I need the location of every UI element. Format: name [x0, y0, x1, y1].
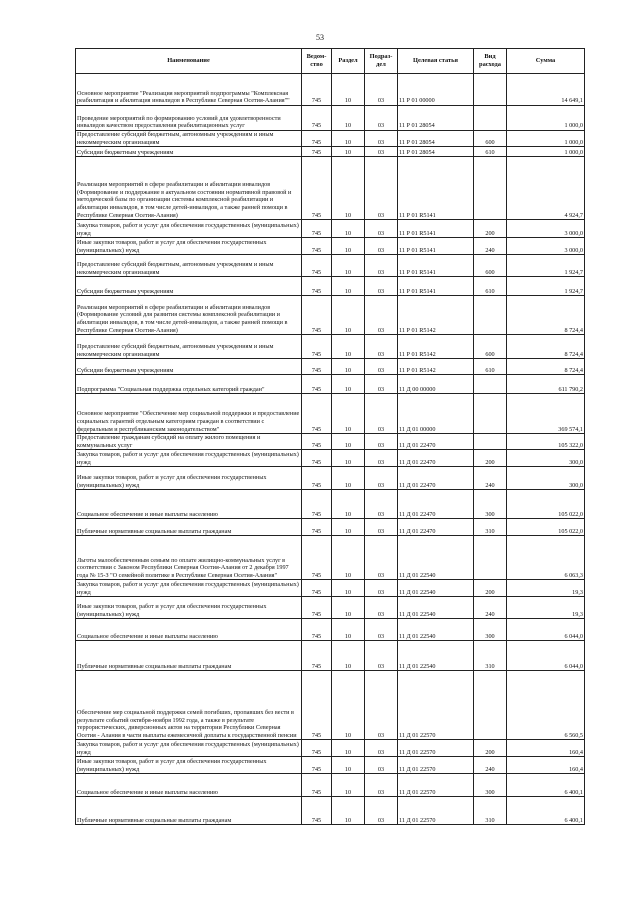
row-tselevaya-statya: 11 Д 01 22570 [398, 797, 474, 825]
row-podrazdel: 03 [365, 434, 398, 450]
row-vedomstvo: 745 [302, 797, 332, 825]
row-podrazdel: 03 [365, 619, 398, 641]
row-razdel: 10 [332, 147, 365, 157]
row-summa: 4 924,7 [507, 157, 585, 220]
row-tselevaya-statya: 11 Р 01 R5141 [398, 255, 474, 277]
row-name: Предоставление субсидий бюджетным, автономным учреждениям и иным некоммерческим организациям [76, 131, 302, 147]
table-row [76, 619, 585, 641]
row-vid-raskhoda: 600 [474, 131, 507, 147]
row-summa: 105 322,0 [507, 434, 585, 450]
row-vedomstvo: 745 [302, 580, 332, 597]
row-tselevaya-statya: 11 Р 01 28054 [398, 131, 474, 147]
row-vid-raskhoda: 600 [474, 335, 507, 359]
row-tselevaya-statya: 11 Д 01 22470 [398, 490, 474, 519]
row-vedomstvo: 745 [302, 467, 332, 490]
row-vedomstvo: 745 [302, 641, 332, 671]
row-summa: 1 000,0 [507, 106, 585, 131]
row-vid-raskhoda [474, 394, 507, 434]
table-row [76, 671, 585, 740]
row-tselevaya-statya: 11 Д 01 22540 [398, 641, 474, 671]
row-name: Иные закупки товаров, работ и услуг для обеспечения государственных (муниципальных) нужд [76, 238, 302, 255]
row-name: Социальное обеспечение и иные выплаты населению [76, 490, 302, 519]
row-tselevaya-statya: 11 Р 01 28054 [398, 106, 474, 131]
row-podrazdel: 03 [365, 641, 398, 671]
table-row [76, 467, 585, 490]
row-vedomstvo: 745 [302, 671, 332, 740]
row-tselevaya-statya: 11 Д 01 22470 [398, 467, 474, 490]
row-razdel: 10 [332, 641, 365, 671]
row-name: Обеспечение мер социальной поддержки семей погибших, пропавших без вести в результате событий октября-ноября 1992 года, а также в результате террористических, диверсионных актов на территории Республики Северная Осетия - Алания в части выплаты ежемесячной доплаты к государственной пенсии [76, 671, 302, 740]
row-razdel: 10 [332, 580, 365, 597]
row-name: Реализация мероприятий в сфере реабилитации и абилитации инвалидов (Формирование и поддержание в актуальном состоянии нормативной правовой и методической базы по организации системы комплексной реабилитации и абилитации инвалидов, в том числе детей-инвалидов, а также ранней помощи в Республике Северная Осетия-Алания) [76, 157, 302, 220]
row-tselevaya-statya: 11 Д 01 22540 [398, 619, 474, 641]
header-podrazdel: Подраз-дел [365, 49, 398, 74]
row-vid-raskhoda: 310 [474, 797, 507, 825]
row-podrazdel: 03 [365, 394, 398, 434]
row-summa: 6 400,1 [507, 797, 585, 825]
row-summa: 6 400,1 [507, 774, 585, 797]
row-razdel: 10 [332, 359, 365, 375]
row-tselevaya-statya: 11 Д 01 22540 [398, 580, 474, 597]
row-tselevaya-statya: 11 Р 01 R5142 [398, 359, 474, 375]
row-summa: 611 790,2 [507, 375, 585, 394]
row-name: Публичные нормативные социальные выплаты гражданам [76, 641, 302, 671]
row-podrazdel: 03 [365, 255, 398, 277]
row-name: Закупка товаров, работ и услуг для обеспечения государственных (муниципальных) нужд [76, 740, 302, 757]
row-vid-raskhoda: 310 [474, 519, 507, 536]
row-podrazdel: 03 [365, 106, 398, 131]
table-body [76, 74, 585, 825]
row-summa: 6 560,5 [507, 671, 585, 740]
row-vedomstvo: 745 [302, 220, 332, 238]
row-tselevaya-statya: 11 Д 01 22470 [398, 450, 474, 467]
row-podrazdel: 03 [365, 238, 398, 255]
row-summa: 160,4 [507, 740, 585, 757]
table-row [76, 335, 585, 359]
row-vid-raskhoda [474, 671, 507, 740]
row-podrazdel: 03 [365, 467, 398, 490]
row-podrazdel: 03 [365, 536, 398, 580]
row-razdel: 10 [332, 394, 365, 434]
row-vedomstvo: 745 [302, 296, 332, 335]
row-name: Льготы малообеспеченным семьям по оплате жилищно-коммунальных услуг в соответствии с Законом Республики Северная Осетия-Алания от 2 декабря 1997 года № 15-З "О семейной политике в Республике Северная Осетия-Алания" [76, 536, 302, 580]
row-vid-raskhoda: 310 [474, 641, 507, 671]
row-tselevaya-statya: 11 Р 01 R5142 [398, 296, 474, 335]
row-vid-raskhoda: 200 [474, 740, 507, 757]
row-razdel: 10 [332, 335, 365, 359]
row-vid-raskhoda: 300 [474, 619, 507, 641]
row-tselevaya-statya: 11 Р 01 00000 [398, 74, 474, 106]
row-summa: 369 574,1 [507, 394, 585, 434]
row-name: Иные закупки товаров, работ и услуг для обеспечения государственных (муниципальных) нужд [76, 597, 302, 619]
row-name: Социальное обеспечение и иные выплаты населению [76, 619, 302, 641]
row-vid-raskhoda: 300 [474, 774, 507, 797]
row-summa: 6 044,0 [507, 619, 585, 641]
row-name: Иные закупки товаров, работ и услуг для обеспечения государственных (муниципальных) нужд [76, 757, 302, 774]
table-row [76, 536, 585, 580]
table-row [76, 220, 585, 238]
row-summa: 14 649,1 [507, 74, 585, 106]
table-row [76, 450, 585, 467]
row-vedomstvo: 745 [302, 157, 332, 220]
row-vid-raskhoda: 610 [474, 359, 507, 375]
row-name: Иные закупки товаров, работ и услуг для обеспечения государственных (муниципальных) нужд [76, 467, 302, 490]
row-tselevaya-statya: 11 Д 01 22470 [398, 434, 474, 450]
row-name: Подпрограмма "Социальная поддержка отдельных категорий граждан" [76, 375, 302, 394]
row-name: Предоставление гражданам субсидий на оплату жилого помещения и коммунальных услуг [76, 434, 302, 450]
row-podrazdel: 03 [365, 740, 398, 757]
row-podrazdel: 03 [365, 519, 398, 536]
row-razdel: 10 [332, 157, 365, 220]
header-name: Наименование [76, 49, 302, 74]
table-row [76, 740, 585, 757]
table-row [76, 757, 585, 774]
row-vedomstvo: 745 [302, 74, 332, 106]
budget-table [75, 48, 585, 825]
row-name: Проведение мероприятий по формированию условий для удовлетворенности инвалидов качеством предоставления реабилитационных услуг [76, 106, 302, 131]
row-summa: 300,0 [507, 450, 585, 467]
row-razdel: 10 [332, 296, 365, 335]
row-tselevaya-statya: 11 Д 01 22570 [398, 671, 474, 740]
row-summa: 8 724,4 [507, 359, 585, 375]
row-summa: 1 000,0 [507, 147, 585, 157]
row-summa: 1 000,0 [507, 131, 585, 147]
row-name: Социальное обеспечение и иные выплаты населению [76, 774, 302, 797]
row-tselevaya-statya: 11 Д 01 22570 [398, 740, 474, 757]
table-row [76, 580, 585, 597]
row-name: Закупка товаров, работ и услуг для обеспечения государственных (муниципальных) нужд [76, 220, 302, 238]
row-vid-raskhoda [474, 106, 507, 131]
row-name: Субсидии бюджетным учреждениям [76, 147, 302, 157]
row-vid-raskhoda: 200 [474, 220, 507, 238]
row-vedomstvo: 745 [302, 394, 332, 434]
row-podrazdel: 03 [365, 375, 398, 394]
table-row [76, 106, 585, 131]
row-tselevaya-statya: 11 Д 00 00000 [398, 375, 474, 394]
row-tselevaya-statya: 11 Р 01 28054 [398, 147, 474, 157]
table-row [76, 490, 585, 519]
table-row [76, 375, 585, 394]
row-razdel: 10 [332, 757, 365, 774]
row-name: Закупка товаров, работ и услуг для обеспечения государственных (муниципальных) нужд [76, 580, 302, 597]
row-razdel: 10 [332, 740, 365, 757]
row-podrazdel: 03 [365, 131, 398, 147]
table-row [76, 147, 585, 157]
row-razdel: 10 [332, 220, 365, 238]
row-vedomstvo: 745 [302, 450, 332, 467]
row-vedomstvo: 745 [302, 519, 332, 536]
row-razdel: 10 [332, 375, 365, 394]
table-row [76, 238, 585, 255]
row-vid-raskhoda: 300 [474, 490, 507, 519]
table-row [76, 641, 585, 671]
header-summa: Сумма [507, 49, 585, 74]
row-podrazdel: 03 [365, 671, 398, 740]
row-tselevaya-statya: 11 Д 01 22540 [398, 536, 474, 580]
row-tselevaya-statya: 11 Д 01 22540 [398, 597, 474, 619]
row-vedomstvo: 745 [302, 359, 332, 375]
row-name: Предоставление субсидий бюджетным, автономным учреждениям и иным некоммерческим организациям [76, 335, 302, 359]
table-row [76, 597, 585, 619]
row-podrazdel: 03 [365, 147, 398, 157]
row-summa: 19,3 [507, 580, 585, 597]
row-vedomstvo: 745 [302, 277, 332, 296]
row-name: Публичные нормативные социальные выплаты гражданам [76, 519, 302, 536]
row-vedomstvo: 745 [302, 597, 332, 619]
row-razdel: 10 [332, 450, 365, 467]
row-razdel: 10 [332, 131, 365, 147]
row-summa: 8 724,4 [507, 335, 585, 359]
row-summa: 6 063,3 [507, 536, 585, 580]
row-razdel: 10 [332, 467, 365, 490]
row-vid-raskhoda [474, 375, 507, 394]
row-summa: 105 022,0 [507, 519, 585, 536]
row-vedomstvo: 745 [302, 740, 332, 757]
row-vid-raskhoda: 610 [474, 147, 507, 157]
header-vedomstvo: Ведом-ство [302, 49, 332, 74]
row-razdel: 10 [332, 255, 365, 277]
row-podrazdel: 03 [365, 774, 398, 797]
row-podrazdel: 03 [365, 359, 398, 375]
row-summa: 19,3 [507, 597, 585, 619]
row-vid-raskhoda [474, 536, 507, 580]
row-podrazdel: 03 [365, 597, 398, 619]
row-razdel: 10 [332, 797, 365, 825]
row-tselevaya-statya: 11 Р 01 R5141 [398, 157, 474, 220]
header-tselevaya-statya: Целевая статья [398, 49, 474, 74]
row-tselevaya-statya: 11 Д 01 22570 [398, 774, 474, 797]
header-vid-raskhoda: Вид расхода [474, 49, 507, 74]
page-number: 53 [316, 33, 324, 42]
row-vid-raskhoda [474, 296, 507, 335]
row-podrazdel: 03 [365, 797, 398, 825]
row-podrazdel: 03 [365, 220, 398, 238]
row-vid-raskhoda: 610 [474, 277, 507, 296]
row-vedomstvo: 745 [302, 757, 332, 774]
row-name: Основное мероприятие "Реализация мероприятий подпрограммы "Комплексная реабилитация и абилитация инвалидов в Республике Северная Осетия-Алания"" [76, 74, 302, 106]
row-podrazdel: 03 [365, 335, 398, 359]
row-razdel: 10 [332, 74, 365, 106]
row-vedomstvo: 745 [302, 147, 332, 157]
row-summa: 6 044,0 [507, 641, 585, 671]
row-name: Субсидии бюджетным учреждениям [76, 359, 302, 375]
row-razdel: 10 [332, 434, 365, 450]
row-vid-raskhoda: 240 [474, 757, 507, 774]
table-row [76, 394, 585, 434]
row-summa: 3 000,0 [507, 220, 585, 238]
row-podrazdel: 03 [365, 490, 398, 519]
row-name: Основное мероприятие "Обеспечение мер социальной поддержки и предоставление социальных гарантий отдельным категориям граждан в соответствии с федеральным и республиканским законодательством" [76, 394, 302, 434]
row-name: Реализация мероприятий в сфере реабилитации и абилитации инвалидов (Формирование условий для развития системы комплексной реабилитации и абилитации инвалидов, в том числе детей-инвалидов, а также ранней помощи в Республике Северная Осетия-Алания) [76, 296, 302, 335]
row-vid-raskhoda: 200 [474, 580, 507, 597]
row-summa: 300,0 [507, 467, 585, 490]
row-vedomstvo: 745 [302, 238, 332, 255]
row-vedomstvo: 745 [302, 335, 332, 359]
row-summa: 105 022,0 [507, 490, 585, 519]
row-vid-raskhoda: 600 [474, 255, 507, 277]
row-tselevaya-statya: 11 Д 01 00000 [398, 394, 474, 434]
row-tselevaya-statya: 11 Д 01 22570 [398, 757, 474, 774]
row-razdel: 10 [332, 671, 365, 740]
table-row [76, 434, 585, 450]
row-vid-raskhoda: 240 [474, 597, 507, 619]
row-vid-raskhoda [474, 434, 507, 450]
table-header-row [76, 49, 585, 74]
row-razdel: 10 [332, 519, 365, 536]
table-row [76, 519, 585, 536]
table-row [76, 277, 585, 296]
table-row [76, 359, 585, 375]
row-podrazdel: 03 [365, 757, 398, 774]
row-razdel: 10 [332, 238, 365, 255]
row-tselevaya-statya: 11 Д 01 22470 [398, 519, 474, 536]
row-tselevaya-statya: 11 Р 01 R5141 [398, 277, 474, 296]
row-vid-raskhoda [474, 157, 507, 220]
row-summa: 8 724,4 [507, 296, 585, 335]
row-razdel: 10 [332, 106, 365, 131]
table-row [76, 74, 585, 106]
table-row [76, 157, 585, 220]
table-row [76, 797, 585, 825]
row-podrazdel: 03 [365, 296, 398, 335]
row-vid-raskhoda [474, 74, 507, 106]
table-row [76, 255, 585, 277]
table-row [76, 131, 585, 147]
table-row [76, 774, 585, 797]
row-summa: 1 924,7 [507, 255, 585, 277]
row-vedomstvo: 745 [302, 255, 332, 277]
row-vedomstvo: 745 [302, 490, 332, 519]
row-tselevaya-statya: 11 Р 01 R5141 [398, 238, 474, 255]
row-podrazdel: 03 [365, 277, 398, 296]
row-name: Предоставление субсидий бюджетным, автономным учреждениям и иным некоммерческим организациям [76, 255, 302, 277]
row-vid-raskhoda: 240 [474, 467, 507, 490]
row-vedomstvo: 745 [302, 106, 332, 131]
row-razdel: 10 [332, 619, 365, 641]
row-podrazdel: 03 [365, 74, 398, 106]
row-razdel: 10 [332, 277, 365, 296]
row-vedomstvo: 745 [302, 536, 332, 580]
header-razdel: Раздел [332, 49, 365, 74]
row-razdel: 10 [332, 597, 365, 619]
row-vedomstvo: 745 [302, 131, 332, 147]
row-vid-raskhoda: 200 [474, 450, 507, 467]
table-row [76, 296, 585, 335]
row-name: Публичные нормативные социальные выплаты гражданам [76, 797, 302, 825]
row-podrazdel: 03 [365, 580, 398, 597]
row-vedomstvo: 745 [302, 774, 332, 797]
row-tselevaya-statya: 11 Р 01 R5141 [398, 220, 474, 238]
row-vedomstvo: 745 [302, 375, 332, 394]
row-razdel: 10 [332, 490, 365, 519]
row-tselevaya-statya: 11 Р 01 R5142 [398, 335, 474, 359]
row-vid-raskhoda: 240 [474, 238, 507, 255]
row-vedomstvo: 745 [302, 619, 332, 641]
row-vedomstvo: 745 [302, 434, 332, 450]
row-summa: 160,4 [507, 757, 585, 774]
row-podrazdel: 03 [365, 157, 398, 220]
row-razdel: 10 [332, 536, 365, 580]
row-name: Закупка товаров, работ и услуг для обеспечения государственных (муниципальных) нужд [76, 450, 302, 467]
row-podrazdel: 03 [365, 450, 398, 467]
row-name: Субсидии бюджетным учреждениям [76, 277, 302, 296]
row-razdel: 10 [332, 774, 365, 797]
row-summa: 1 924,7 [507, 277, 585, 296]
row-summa: 3 000,0 [507, 238, 585, 255]
